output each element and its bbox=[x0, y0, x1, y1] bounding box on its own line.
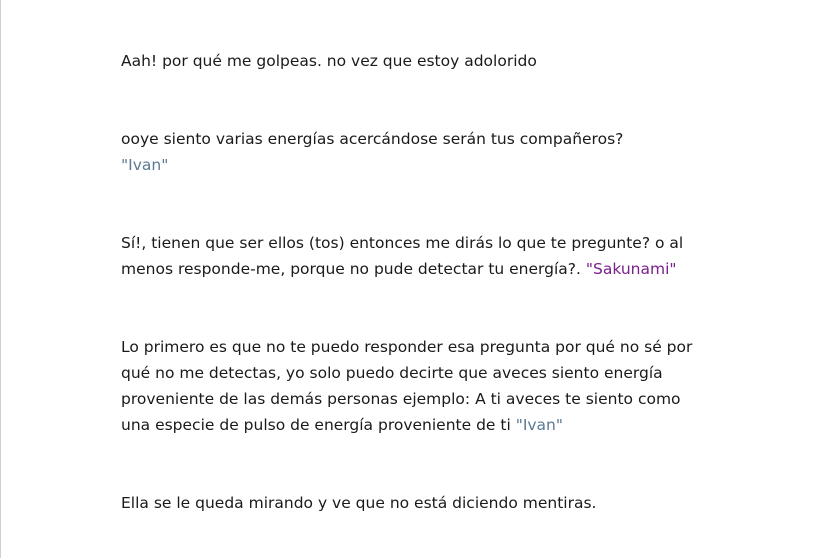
paragraph-4-line-1: Lo primero es que no te puedo responder esa pregunta por qué no sé por bbox=[121, 338, 693, 356]
paragraph-3-line-2 bbox=[121, 256, 683, 282]
paragraph-2 bbox=[121, 126, 623, 178]
paragraph-1 bbox=[121, 48, 537, 74]
paragraph-4 bbox=[121, 334, 692, 438]
paragraph-5-line-1: Ella se le queda mirando y ve que no está diciendo mentiras. bbox=[121, 494, 597, 512]
paragraph-5 bbox=[121, 490, 596, 516]
speaker-ivan-2: "Ivan" bbox=[515, 416, 564, 434]
paragraph-4-line-4 bbox=[121, 412, 692, 438]
speaker-sakunami: "Sakunami" bbox=[585, 260, 677, 278]
paragraph-3-line-1: Sí!, tienen que ser ellos (tos) entonces me dirás lo que te pregunte? o al bbox=[121, 234, 684, 252]
paragraph-3-line-2-text: menos responde-me, porque no pude detectar tu energía?. bbox=[121, 260, 586, 278]
paragraph-3 bbox=[121, 230, 683, 282]
paragraph-2-line-1: ooye siento varias energías acercándose serán tus compañeros? bbox=[121, 130, 624, 148]
paragraph-4-line-3: proveniente de las demás personas ejemplo: A ti aveces te siento como bbox=[121, 390, 681, 408]
paragraph-1-line-1: Aah! por qué me golpeas. no vez que estoy adolorido bbox=[121, 52, 537, 70]
speaker-ivan: "Ivan" bbox=[121, 156, 169, 174]
paragraph-4-line-4-text: una especie de pulso de energía proveniente de ti bbox=[121, 416, 516, 434]
paragraph-4-line-2: qué no me detectas, yo solo puedo decirte que aveces siento energía bbox=[121, 364, 663, 382]
